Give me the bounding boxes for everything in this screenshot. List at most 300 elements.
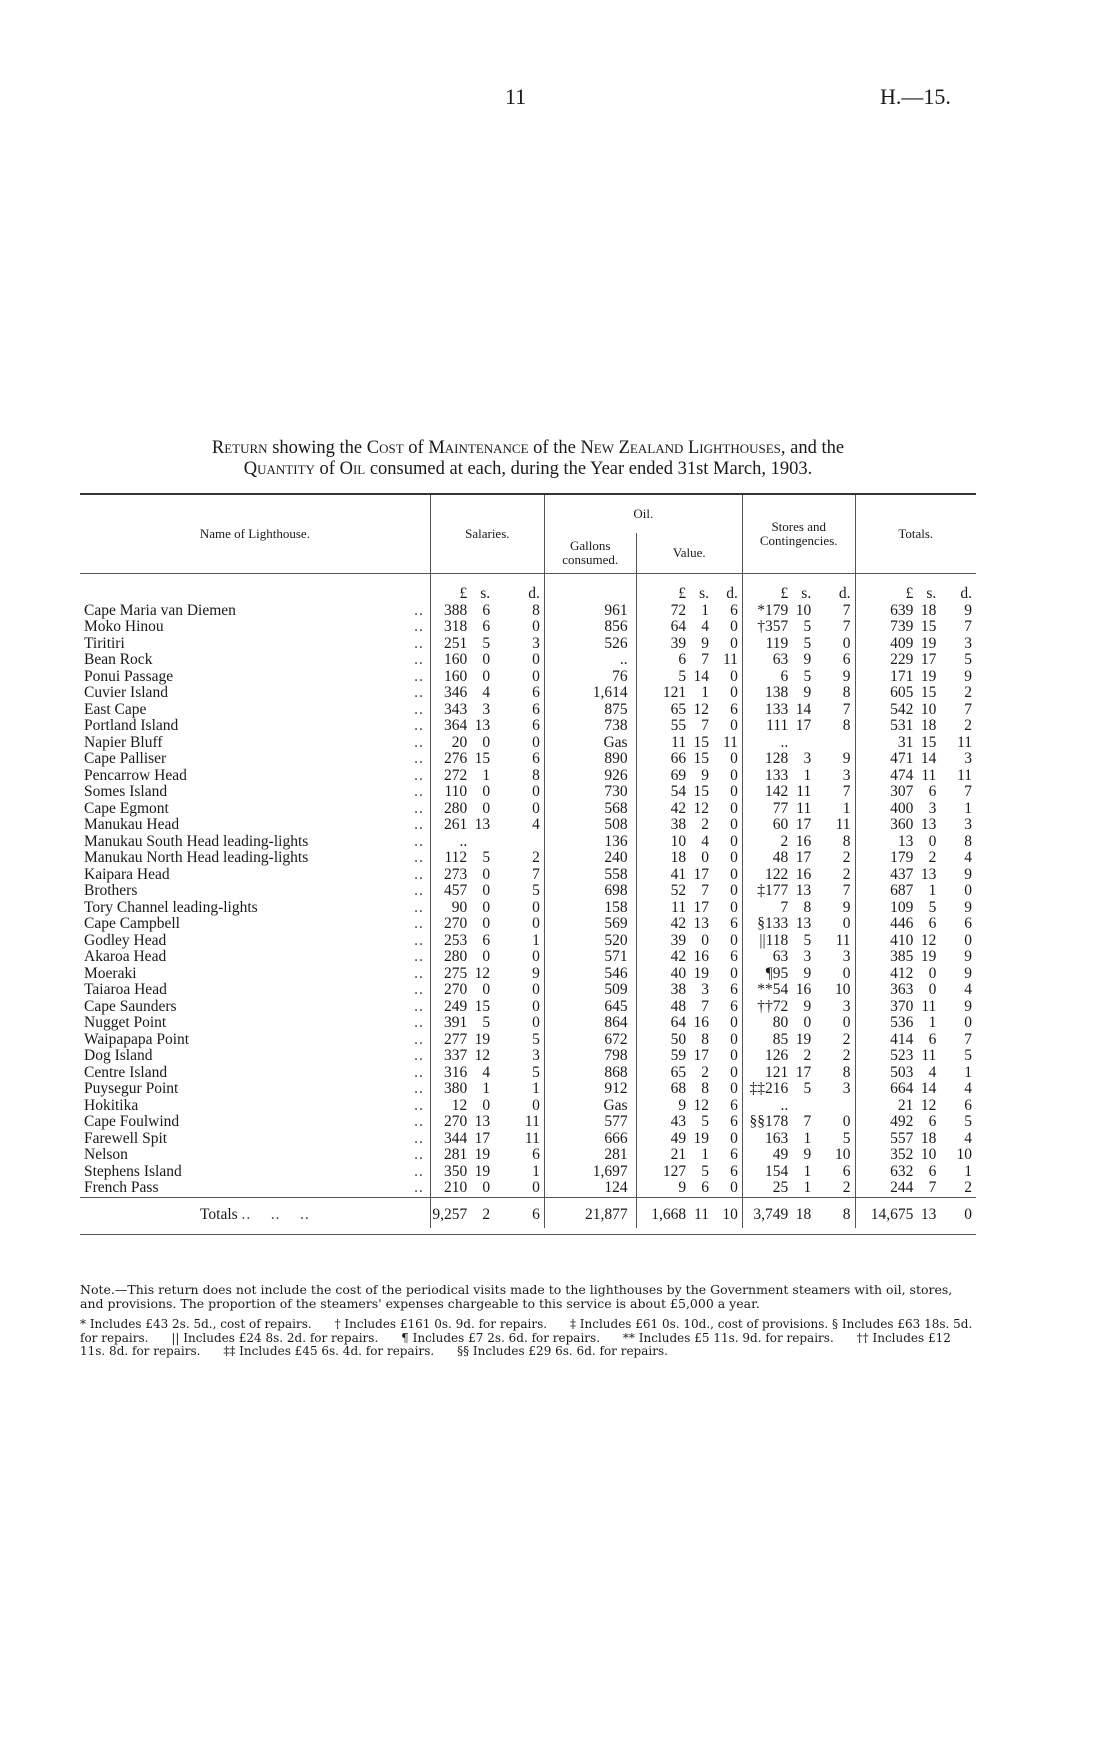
leader-dots: .. xyxy=(414,1179,424,1196)
table-row xyxy=(80,1180,976,1197)
total-shillings: 18 xyxy=(920,601,937,619)
total-pounds: 400 xyxy=(855,801,913,818)
stores-pounds: 48 xyxy=(742,850,788,867)
stores-shillings: 5 xyxy=(803,1080,812,1097)
total-pence: 8 xyxy=(964,832,972,850)
table-row xyxy=(80,966,976,983)
leader-dots: .. xyxy=(414,964,424,982)
stores-pence: 7 xyxy=(842,618,851,635)
value-shillings: 0 xyxy=(701,931,710,949)
salary-shillings: 15 xyxy=(474,750,491,767)
total-shillings: 14 xyxy=(920,1080,937,1097)
value-pence: 11 xyxy=(722,733,738,751)
total-pounds: 229 xyxy=(855,652,913,669)
header-gallons: Gallons consumed. xyxy=(544,533,636,573)
salary-pence: 0 xyxy=(532,667,540,685)
gallons-cell: 281 xyxy=(544,1147,636,1164)
value-pence: 6 xyxy=(730,915,738,932)
value-shillings: 2 xyxy=(701,816,710,833)
value-shillings: 17 xyxy=(693,865,710,883)
unit-pence: d. xyxy=(960,585,972,602)
leader-dots: .. xyxy=(414,750,424,767)
gallons-cell: 868 xyxy=(544,1065,636,1082)
total-pounds: 21 xyxy=(855,1098,913,1115)
table-row xyxy=(80,801,976,818)
stores-shillings: 16 xyxy=(795,832,812,850)
leader-dots: .. xyxy=(414,1047,424,1064)
stores-pence: 10 xyxy=(835,1146,851,1163)
salary-pence: 11 xyxy=(524,1129,540,1147)
gallons-cell: 666 xyxy=(544,1131,636,1148)
value-pence: 0 xyxy=(730,1063,738,1081)
salary-pence: 1 xyxy=(532,1162,540,1180)
stores-pence: 11 xyxy=(835,931,851,949)
lighthouse-name-text: Tory Channel leading-lights xyxy=(84,898,258,916)
value-shillings: 5 xyxy=(701,1162,710,1180)
unit-pounds: £ xyxy=(742,574,788,603)
stores-pounds: 63 xyxy=(742,652,788,669)
total-pounds: 412 xyxy=(855,966,913,983)
salary-pounds: 270 xyxy=(430,916,467,933)
lighthouse-name-text: Brothers xyxy=(84,882,138,899)
total-pence: 7 xyxy=(964,783,972,800)
stores-pounds: ‡‡216 xyxy=(742,1081,788,1098)
stores-pence: 8 xyxy=(842,832,851,850)
value-shillings: 5 xyxy=(701,1113,710,1130)
lighthouse-name xyxy=(80,883,430,900)
lighthouse-name xyxy=(80,1147,430,1164)
stores-pence: 2 xyxy=(842,1179,851,1196)
salary-shillings: 0 xyxy=(482,948,491,965)
value-pounds: 5 xyxy=(636,669,686,686)
gallons-cell: 798 xyxy=(544,1048,636,1065)
leader-dots: .. xyxy=(414,832,424,850)
leader-dots: .. xyxy=(414,1096,424,1114)
leader-dots: .. xyxy=(414,1080,424,1097)
lighthouse-name xyxy=(80,685,430,702)
salary-pence: 0 xyxy=(532,997,540,1015)
lighthouse-name xyxy=(80,652,430,669)
total-shillings: 0 xyxy=(928,832,937,850)
stores-pence: 0 xyxy=(842,1113,851,1130)
total-pence: 11 xyxy=(957,733,972,751)
lighthouse-cost-table xyxy=(80,493,976,1235)
lighthouse-name-text: East Cape xyxy=(84,700,147,718)
total-pounds: 739 xyxy=(855,619,913,636)
value-pence: 0 xyxy=(730,1014,738,1031)
total-pence: 9 xyxy=(964,948,972,965)
title-word: Maintenance xyxy=(428,438,529,458)
lighthouse-name xyxy=(80,850,430,867)
gallons-cell: 926 xyxy=(544,768,636,785)
table-note: Note.—This return does not include the cost of the periodical visits made to the lighthouses by the Government steamers with oil, stores, and provisions. The proportion of the steamers' expenses chargeable to this service is about £5,000 a year. xyxy=(80,1282,953,1311)
stores-shillings: 19 xyxy=(795,1030,812,1048)
salary-pounds: 273 xyxy=(430,867,467,884)
unit-pounds: £ xyxy=(636,574,686,603)
unit-pence: d. xyxy=(528,585,540,602)
total-pence: 0 xyxy=(964,931,972,949)
salary-pence: 0 xyxy=(532,783,540,800)
leader-dots: .. xyxy=(414,783,424,800)
salary-pounds: 160 xyxy=(430,669,467,686)
value-pence: 6 xyxy=(730,1162,738,1180)
gallons-cell: 558 xyxy=(544,867,636,884)
salary-shillings: 0 xyxy=(482,1179,491,1196)
footnote: †† Includes £12 11s. 8d. for repairs. xyxy=(80,1330,951,1358)
stores-shillings: 10 xyxy=(795,601,812,619)
stores-pounds: 25 xyxy=(742,1180,788,1197)
gallons-cell: 240 xyxy=(544,850,636,867)
stores-pence: 0 xyxy=(842,634,851,652)
value-pence: 0 xyxy=(730,931,738,949)
lighthouse-name-text: Tiritiri xyxy=(84,634,125,652)
lighthouse-name xyxy=(80,982,430,999)
lighthouse-name-text: Cape Palliser xyxy=(84,750,167,767)
salary-pounds: .. xyxy=(430,834,467,851)
table-row xyxy=(80,982,976,999)
total-pounds: 414 xyxy=(855,1032,913,1049)
total-shillings: 6 xyxy=(928,1030,937,1048)
value-pounds: 42 xyxy=(636,949,686,966)
leader-dots: .. xyxy=(414,717,424,734)
value-pounds: 40 xyxy=(636,966,686,983)
value-pounds: 52 xyxy=(636,883,686,900)
stores-pence: 6 xyxy=(842,1162,851,1180)
salary-shillings: 19 xyxy=(474,1146,491,1163)
salary-pounds: 280 xyxy=(430,949,467,966)
lighthouse-name-text: Manukau South Head leading-lights xyxy=(84,832,309,850)
total-pounds: 531 xyxy=(855,718,913,735)
total-pence: 9 xyxy=(964,964,972,982)
salary-shillings: 0 xyxy=(482,783,491,800)
value-pounds: 65 xyxy=(636,1065,686,1082)
title-word: Return xyxy=(211,438,268,458)
lighthouse-name xyxy=(80,834,430,851)
value-pounds: 69 xyxy=(636,768,686,785)
stores-pence: 9 xyxy=(842,750,851,767)
value-pounds: 39 xyxy=(636,636,686,653)
value-pence: 11 xyxy=(722,651,738,668)
stores-pounds: 133 xyxy=(742,768,788,785)
value-shillings: 3 xyxy=(701,981,710,998)
stores-pounds: 142 xyxy=(742,784,788,801)
value-pounds: 11 xyxy=(636,735,686,752)
value-shillings: 19 xyxy=(693,1129,710,1147)
leader-dots: .. xyxy=(414,882,424,899)
stores-pence: 6 xyxy=(842,651,851,668)
table-row xyxy=(80,850,976,867)
value-pence: 0 xyxy=(730,865,738,883)
total-pounds: 687 xyxy=(855,883,913,900)
total-shillings: 17 xyxy=(920,651,937,668)
value-pence: 6 xyxy=(730,1096,738,1114)
value-shillings: 1 xyxy=(701,601,710,619)
header-oil: Oil. xyxy=(544,494,742,533)
lighthouse-name xyxy=(80,1032,430,1049)
value-pence: 0 xyxy=(730,1179,738,1196)
title-text: consumed at each, during the Year ended 31st March, 1903. xyxy=(365,459,813,479)
total-pence: 3 xyxy=(964,634,972,652)
total-shillings: 15 xyxy=(920,733,937,751)
lighthouse-name xyxy=(80,619,430,636)
leader-dots: .. xyxy=(414,766,424,784)
stores-pence: 9 xyxy=(842,667,851,685)
stores-shillings: 13 xyxy=(795,882,812,899)
gallons-cell: 645 xyxy=(544,999,636,1016)
lighthouse-name-text: Waipapapa Point xyxy=(84,1030,190,1048)
totals-label-text: Totals xyxy=(200,1205,238,1223)
stores-pounds: 63 xyxy=(742,949,788,966)
value-pounds: 18 xyxy=(636,850,686,867)
lighthouse-name-text: Ponui Passage xyxy=(84,667,174,685)
value-pounds: 21 xyxy=(636,1147,686,1164)
total-pounds: 385 xyxy=(855,949,913,966)
stores-shillings: 1 xyxy=(803,1162,812,1180)
total-shillings: 11 xyxy=(921,997,937,1015)
total-shillings: 19 xyxy=(920,667,937,685)
total-pence: 9 xyxy=(964,898,972,916)
salary-pence: 0 xyxy=(532,618,540,635)
lighthouse-name xyxy=(80,718,430,735)
value-shillings: 2 xyxy=(701,1063,710,1081)
unit-pounds: £ xyxy=(855,574,913,603)
value-pounds: 64 xyxy=(636,1015,686,1032)
stores-pounds: ¶95 xyxy=(742,966,788,983)
table-row xyxy=(80,669,976,686)
stores-pence: 2 xyxy=(842,849,851,866)
salary-shillings: 0 xyxy=(482,882,491,899)
total-pence: 9 xyxy=(964,997,972,1015)
lighthouse-name xyxy=(80,768,430,785)
leader-dots: .. xyxy=(414,634,424,652)
stores-pence: 2 xyxy=(842,865,851,883)
table-row xyxy=(80,685,976,702)
total-pence: 1 xyxy=(964,799,972,817)
salary-pounds: 270 xyxy=(430,1114,467,1131)
leader-dots: .. xyxy=(414,865,424,883)
salary-pence: 0 xyxy=(532,799,540,817)
lighthouse-name-text: Napier Bluff xyxy=(84,733,163,751)
total-pounds: 171 xyxy=(855,669,913,686)
total-pence: 9 xyxy=(964,667,972,685)
total-pence: 7 xyxy=(964,618,972,635)
total-shillings: 11 xyxy=(921,766,937,784)
salary-shillings: 15 xyxy=(474,997,491,1015)
total-pounds: 437 xyxy=(855,867,913,884)
salary-pence: 6 xyxy=(532,1146,540,1163)
stores-pence: 8 xyxy=(842,717,851,734)
lighthouse-name xyxy=(80,1065,430,1082)
stores-pounds: 126 xyxy=(742,1048,788,1065)
gallons-cell: 526 xyxy=(544,636,636,653)
value-pence: 0 xyxy=(730,832,738,850)
title-text: showing the xyxy=(267,438,367,458)
total-shillings: 0 xyxy=(928,964,937,982)
footnotes xyxy=(80,1318,976,1359)
stores-pounds: *179 xyxy=(742,603,788,620)
value-shillings: 17 xyxy=(693,1047,710,1064)
lighthouse-name xyxy=(80,867,430,884)
stores-pence: 1 xyxy=(842,799,851,817)
salary-pence: 5 xyxy=(532,1063,540,1081)
total-shillings: 6 xyxy=(928,1113,937,1130)
stores-pence: 7 xyxy=(842,601,851,619)
leader-dots: .. xyxy=(414,1146,424,1163)
footnote: § Includes £63 18s. 5d. for repairs. xyxy=(80,1317,973,1345)
total-shillings: 12 xyxy=(920,1096,937,1114)
lighthouse-name-text: Cape Campbell xyxy=(84,915,180,932)
leader-dots: .. xyxy=(414,733,424,751)
stores-pence: 7 xyxy=(842,882,851,899)
lighthouse-name-text: Akaroa Head xyxy=(84,948,167,965)
stores-shillings: 7 xyxy=(803,1113,812,1130)
total-pence: 4 xyxy=(964,981,972,998)
salary-shillings: 5 xyxy=(482,1014,491,1031)
stores-pounds: 6 xyxy=(742,669,788,686)
value-pounds: 64 xyxy=(636,619,686,636)
salary-shillings: 13 xyxy=(474,816,491,833)
salary-shillings: 0 xyxy=(482,733,491,751)
salary-pence: 0 xyxy=(532,1014,540,1031)
salary-pounds: 261 xyxy=(430,817,467,834)
stores-pounds: 77 xyxy=(742,801,788,818)
value-pounds: 9 xyxy=(636,1180,686,1197)
table-title xyxy=(80,438,976,480)
stores-pounds: 122 xyxy=(742,867,788,884)
total-pounds: 109 xyxy=(855,900,913,917)
value-pounds: 42 xyxy=(636,801,686,818)
value-pounds: 41 xyxy=(636,867,686,884)
salary-pence: 0 xyxy=(532,898,540,916)
salary-pounds: 249 xyxy=(430,999,467,1016)
salary-pounds: 350 xyxy=(430,1164,467,1181)
totals-val-l: 1,668 xyxy=(636,1197,686,1228)
gallons-cell: 508 xyxy=(544,817,636,834)
lighthouse-name xyxy=(80,1015,430,1032)
total-pence: 5 xyxy=(964,1047,972,1064)
gallons-cell: 124 xyxy=(544,1180,636,1197)
salary-pounds: 253 xyxy=(430,933,467,950)
table-row xyxy=(80,1114,976,1131)
stores-pence: 7 xyxy=(842,700,851,718)
value-pounds: 121 xyxy=(636,685,686,702)
table-row xyxy=(80,1081,976,1098)
lighthouse-name-text: Taiaroa Head xyxy=(84,981,167,998)
value-pounds: 50 xyxy=(636,1032,686,1049)
totals-tot-l: 14,675 xyxy=(855,1197,913,1228)
footnote: || Includes £24 8s. 2d. for repairs. xyxy=(171,1330,379,1345)
lighthouse-name-text: Godley Head xyxy=(84,931,167,949)
value-pounds: 9 xyxy=(636,1098,686,1115)
value-shillings: 4 xyxy=(701,618,710,635)
lighthouse-name xyxy=(80,636,430,653)
lighthouse-name-text: Dog Island xyxy=(84,1047,153,1064)
totals-row xyxy=(80,1197,976,1228)
total-shillings: 14 xyxy=(920,750,937,767)
total-shillings: 0 xyxy=(928,981,937,998)
stores-shillings: 5 xyxy=(803,618,812,635)
lighthouse-name xyxy=(80,916,430,933)
salary-shillings: 1 xyxy=(482,1080,491,1097)
salary-pounds: 344 xyxy=(430,1131,467,1148)
total-pence: 11 xyxy=(957,766,972,784)
total-pounds: 363 xyxy=(855,982,913,999)
stores-pence xyxy=(811,735,855,752)
stores-pounds: .. xyxy=(742,735,788,752)
value-shillings: 12 xyxy=(693,700,710,718)
total-pence: 7 xyxy=(964,1030,972,1048)
total-shillings: 10 xyxy=(920,700,937,718)
total-shillings: 11 xyxy=(921,1047,937,1064)
salary-shillings: 0 xyxy=(482,1096,491,1114)
gallons-cell: 546 xyxy=(544,966,636,983)
total-pounds: 474 xyxy=(855,768,913,785)
table-body xyxy=(80,574,976,1198)
salary-pence: 3 xyxy=(532,634,540,652)
table-row xyxy=(80,603,976,620)
total-pence: 4 xyxy=(964,1080,972,1097)
value-pence: 0 xyxy=(730,766,738,784)
salary-pence: 0 xyxy=(532,1096,540,1114)
salary-pounds: 337 xyxy=(430,1048,467,1065)
stores-shillings: 1 xyxy=(803,766,812,784)
stores-shillings: 2 xyxy=(803,1047,812,1064)
value-shillings: 12 xyxy=(693,1096,710,1114)
unit-pence: d. xyxy=(726,585,738,602)
stores-pounds: ‡177 xyxy=(742,883,788,900)
stores-pounds: §§178 xyxy=(742,1114,788,1131)
salary-shillings: 12 xyxy=(474,964,491,982)
leader-dots: .. xyxy=(414,948,424,965)
lighthouse-name xyxy=(80,1098,430,1115)
total-pounds: 523 xyxy=(855,1048,913,1065)
lighthouse-name xyxy=(80,1131,430,1148)
salary-pounds: 160 xyxy=(430,652,467,669)
salary-shillings: 4 xyxy=(482,1063,491,1081)
total-shillings: 10 xyxy=(920,1146,937,1163)
gallons-cell: 569 xyxy=(544,916,636,933)
lighthouse-name-text: Centre Island xyxy=(84,1063,168,1081)
gallons-cell: 698 xyxy=(544,883,636,900)
salary-pence: 3 xyxy=(532,1047,540,1064)
salary-pence: 0 xyxy=(532,651,540,668)
value-pounds: 38 xyxy=(636,982,686,999)
gallons-cell: 864 xyxy=(544,1015,636,1032)
stores-pounds: 7 xyxy=(742,900,788,917)
value-pence: 0 xyxy=(730,1047,738,1064)
stores-pence: 5 xyxy=(842,1129,851,1147)
salary-shillings: 0 xyxy=(482,651,491,668)
total-pounds: 542 xyxy=(855,702,913,719)
lighthouse-name-text: Nugget Point xyxy=(84,1014,167,1031)
total-pence: 10 xyxy=(956,1146,972,1163)
header-totals: Totals. xyxy=(855,494,976,573)
total-pounds: 307 xyxy=(855,784,913,801)
totals-val-d: 10 xyxy=(709,1197,742,1228)
total-shillings: 6 xyxy=(928,915,937,932)
lighthouse-name xyxy=(80,933,430,950)
stores-pounds: 163 xyxy=(742,1131,788,1148)
value-pence: 6 xyxy=(730,981,738,998)
stores-pence: 0 xyxy=(842,1014,851,1031)
value-shillings: 19 xyxy=(693,964,710,982)
total-pence: 5 xyxy=(964,651,972,668)
gallons-cell: 568 xyxy=(544,801,636,818)
lighthouse-name-text: Puysegur Point xyxy=(84,1080,179,1097)
value-pence: 0 xyxy=(730,882,738,899)
document-reference: H.—15. xyxy=(880,84,951,109)
value-shillings: 15 xyxy=(693,750,710,767)
